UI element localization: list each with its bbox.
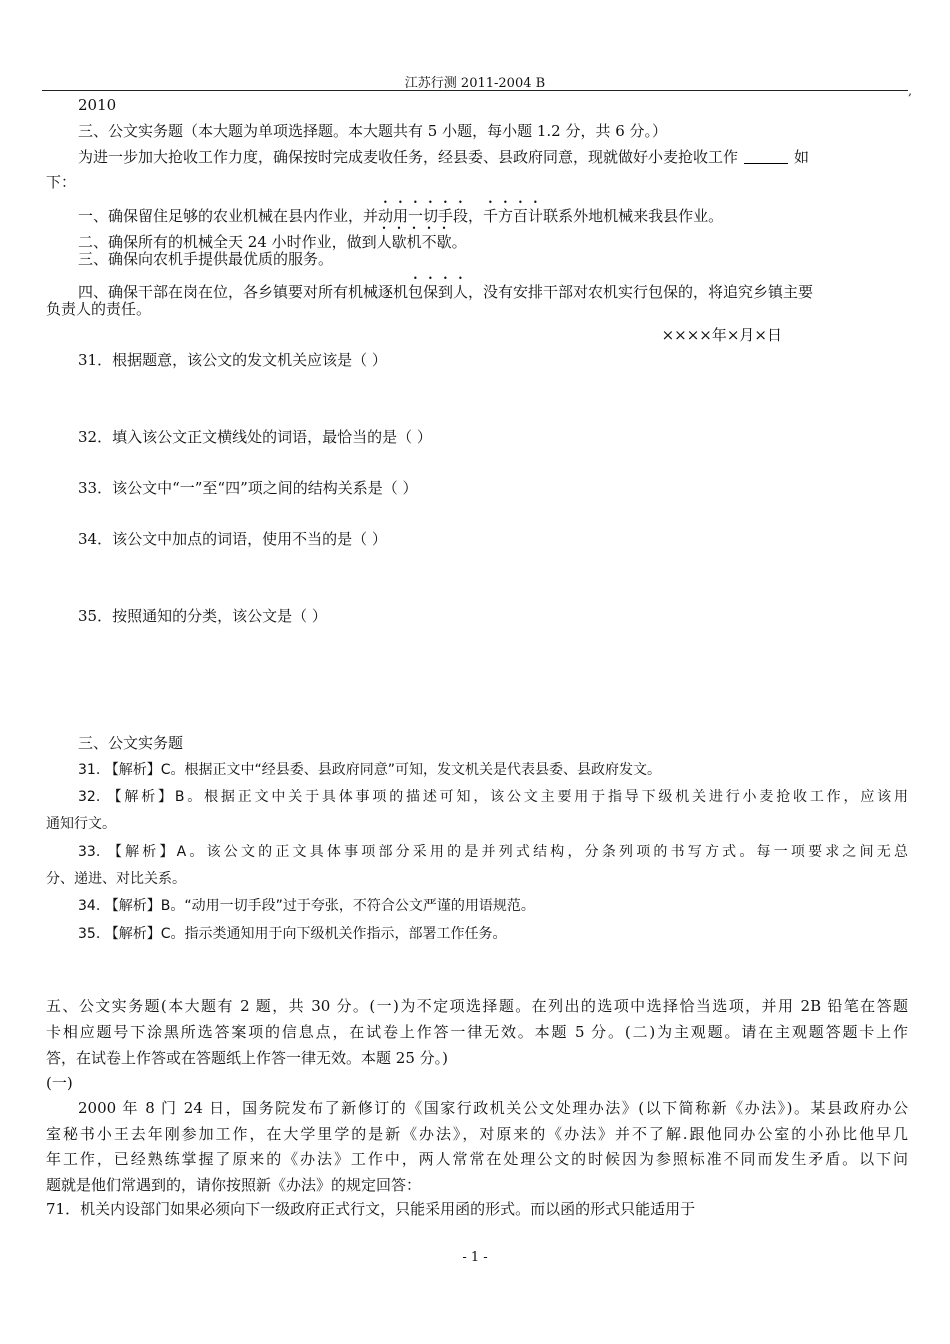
analysis-32: 32. 【解析】B。根据正文中关于具体事项的描述可知，该公文主要用于指导下级机关进行小麦抢收工作，应该用 (78, 789, 908, 805)
item-4-text: 四、确保干部在岗在位，各乡镇要对所有机械逐机 (78, 283, 409, 301)
page-number: - 1 - (462, 1250, 488, 1265)
item-2 (78, 224, 908, 252)
item-2-text: 二、确保所有的机械全天 24 小时作业，做到 (78, 233, 377, 251)
case-paragraph-3: 年工作，已经熟练掌握了原来的《办法》工作中，两人常常在处理公文的时候因为参照标准不同而发生矛盾。以下问 (46, 1150, 908, 1168)
analysis-33: 33. 【解析】A。该公文的正文具体事项部分采用的是并列式结构，分条列项的书写方式。每一项要求之间无总 (78, 844, 908, 860)
dotted-phrase: 千方百计 (483, 207, 544, 225)
intro-tail: 如 (794, 148, 810, 166)
analysis-35: 35. 【解析】C。指示类通知用于向下级机关作指示，部署工作任务。 (78, 926, 507, 942)
item-1-text: 一、确保留住足够的农业机械在县内作业，并 (78, 207, 379, 225)
intro-line (78, 147, 908, 167)
case-paragraph-2: 室秘书小王去年刚参加工作，在大学里学的是新《办法》，对原来的《办法》并不了解.跟他同办公室的小孙比他早几 (46, 1125, 908, 1143)
intro-text: 为进一步加大抢收工作力度，确保按时完成麦收任务，经县委、县政府同意，现就做好小麦抢收工作 (78, 148, 739, 166)
dotted-phrase: 人歇机不歇 (376, 233, 452, 251)
analysis-33-cont: 分、递进、对比关系。 (46, 871, 186, 887)
analysis-34: 34. 【解析】B。“动用一切手段”过于夸张，不符合公文严谨的用语规范。 (78, 898, 535, 914)
item-1-comma: ， (468, 207, 484, 225)
item-1-tail: 联系外地机械来我县作业。 (543, 207, 724, 225)
dotted-phrase: 动用一切手段 (378, 207, 469, 225)
fill-blank (744, 149, 788, 164)
year-label: 2010 (78, 96, 117, 114)
question-stem: 34．该公文中加点的词语，使用不当的是（ ） (78, 530, 387, 548)
section5-heading-3: 答，在试卷上作答或在答题纸上作答一律无效。本题 25 分。) (46, 1049, 448, 1067)
question-stem: 31．根据题意，该公文的发文机关应该是（ ） (78, 351, 387, 369)
question-stem: 33．该公文中“一”至“四”项之间的结构关系是（ ） (78, 479, 418, 497)
case-paragraph-4: 题就是他们常遇到的，请你按照新《办法》的规定回答： (46, 1176, 422, 1194)
question-stem: 32．填入该公文正文横线处的词语，最恰当的是（ ） (78, 428, 432, 446)
header-tick: , (908, 84, 912, 98)
document-date: ××××年×月×日 (661, 326, 782, 344)
item-2-tail: 。 (451, 233, 467, 251)
intro-line-2: 下： (46, 173, 77, 191)
analysis-32-cont: 通知行文。 (46, 816, 116, 832)
section5-heading: 五、公文实务题(本大题有 2 题，共 30 分。(一)为不定项选择题。在列出的选项中选择恰当选项，并用 2B 铅笔在答题 (46, 997, 908, 1015)
item-4-tail: ，没有安排干部对农机实行包保的，将追究乡镇主要 (468, 283, 814, 301)
case-paragraph: 2000 年 8 门 24 日，国务院发布了新修订的《国家行政机关公文处理办法》(以下简称新《办法》)。某县政府办公 (78, 1099, 908, 1117)
question-71: 71．机关内设部门如果必须向下一级政府正式行文，只能采用函的形式。而以函的形式只能适用于 (46, 1200, 696, 1218)
subsection-label: (一) (46, 1074, 73, 1092)
item-3: 三、确保向农机手提供最优质的服务。 (78, 250, 334, 268)
item-1 (78, 198, 908, 226)
item-4 (78, 274, 908, 302)
item-4-cont: 负责人的责任。 (46, 300, 152, 318)
analysis-heading: 三、公文实务题 (78, 734, 184, 752)
dotted-phrase: 包保到人 (408, 283, 469, 301)
analysis-31: 31. 【解析】C。根据正文中“经县委、县政府同意”可知，发文机关是代表县委、县政府发文。 (78, 762, 661, 778)
section-heading: 三、公文实务题（本大题为单项选择题。本大题共有 5 小题，每小题 1.2 分，共 6 分。） (78, 122, 668, 140)
header-title: 江苏行测 2011-2004 B (404, 76, 546, 91)
question-stem: 35．按照通知的分类，该公文是（ ） (78, 607, 327, 625)
page-header (42, 72, 912, 98)
section5-heading-2: 卡相应题号下涂黑所选答案项的信息点，在试卷上作答一律无效。本题 5 分。(二)为主观题。请在主观题答题卡上作 (46, 1023, 908, 1041)
